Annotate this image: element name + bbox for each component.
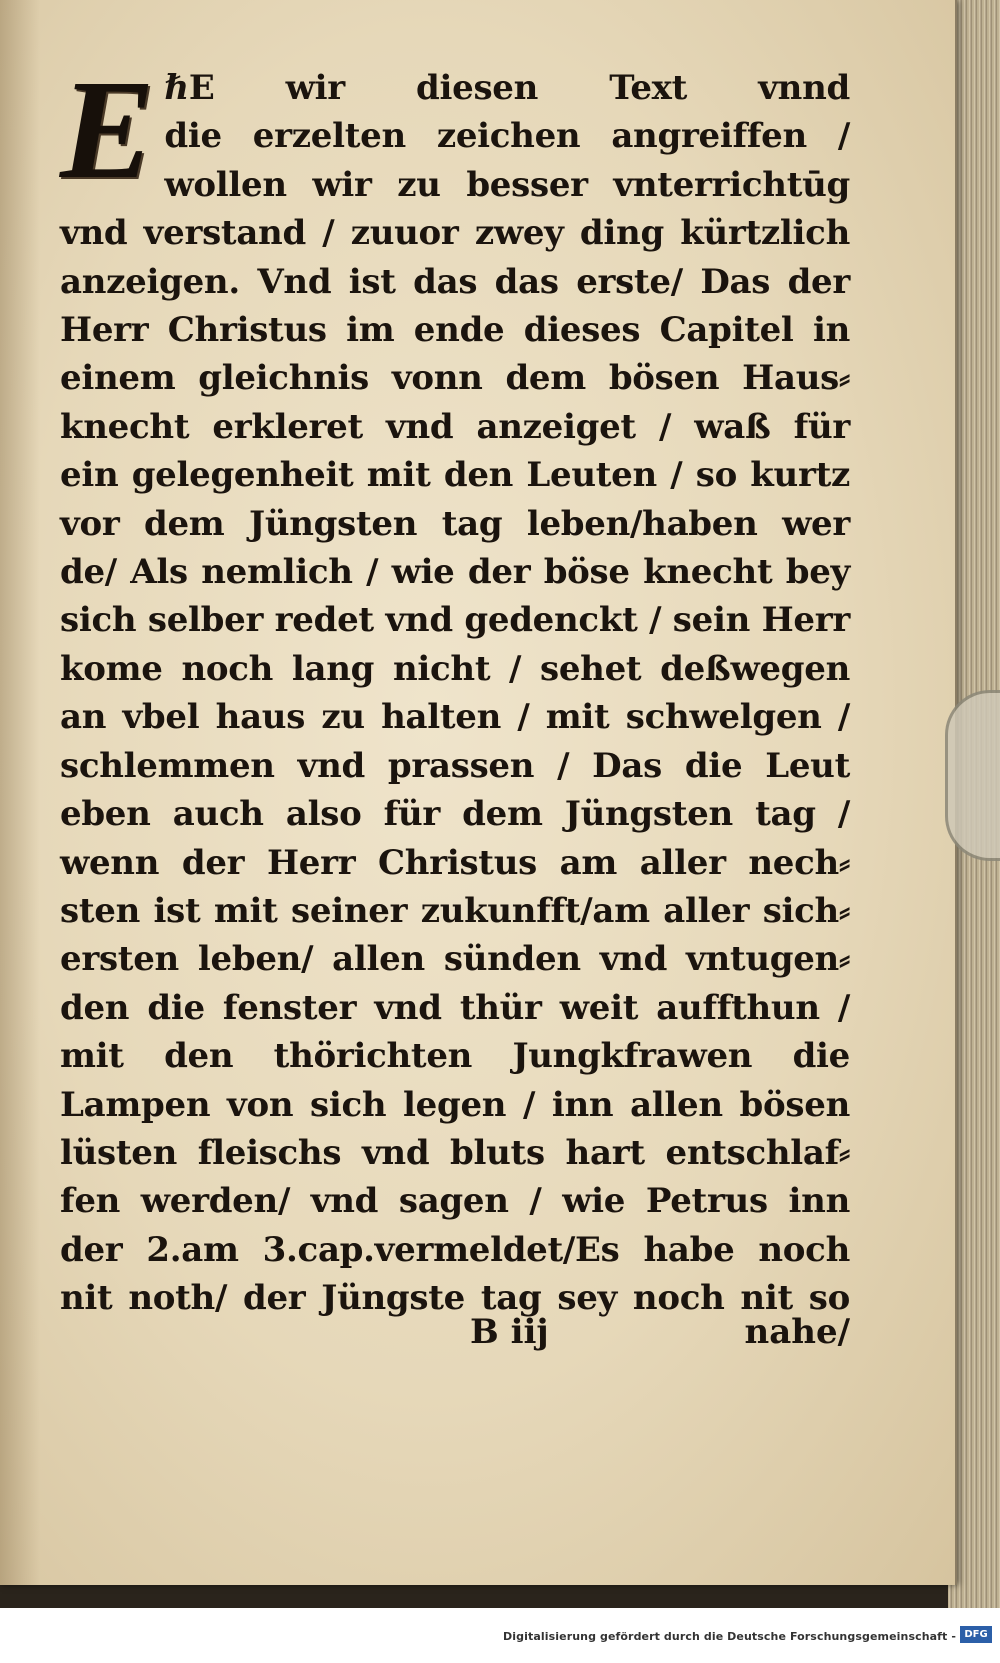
dfg-logo: DFG (960, 1626, 992, 1643)
text-line: an vbel haus zu halten / mit schwelgen / (60, 697, 850, 738)
text-line: kome noch lang nicht / sehet deßwegen (60, 648, 850, 689)
page-text (60, 50, 850, 1323)
text-line: Lampen von sich legen / inn allen bösen (60, 1084, 850, 1125)
page-clip (945, 690, 1000, 861)
signature-mark: B iij (470, 1312, 549, 1352)
text-line: anzeigen. Vnd ist das das erste/ Das der (60, 261, 850, 302)
text-line: nit noth/ der Jüngste tag sey noch nit so (60, 1278, 850, 1319)
text-line: fen werden/ vnd sagen / wie Petrus inn (60, 1181, 850, 1222)
text-line: die erzelten zeichen angreiffen / (164, 116, 850, 157)
text-line: wenn der Herr Christus am aller nech⸗ (60, 842, 850, 883)
signature-line (470, 1312, 850, 1368)
text-line: eben auch also für dem Jüngsten tag / (60, 794, 850, 835)
text-line: knecht erkleret vnd anzeiget / waß für (60, 406, 850, 447)
text-line: wollen wir zu besser vnterrichtūg (164, 164, 850, 205)
text-line: einem gleichnis vonn dem bösen Haus⸗ (60, 358, 850, 399)
text-line: sten ist mit seiner zukunfft/am aller sich⸗ (60, 890, 850, 931)
text-line: Herr Christus im ende dieses Capitel in (60, 310, 850, 351)
text-line: de/ Als nemlich / wie der böse knecht bey (60, 552, 850, 593)
text-line: vnd verstand / zuuor zwey ding kürtzlich (60, 213, 850, 254)
text-line: sich selber redet vnd gedenckt / sein Herr (60, 600, 850, 641)
funding-credit: Digitalisierung gefördert durch die Deutsche Forschungsgemeinschaft - (503, 1630, 956, 1643)
text-line: vor dem Jüngsten tag leben/haben wer (60, 503, 850, 544)
text-line: ein gelegenheit mit den Leuten / so kurtz (60, 455, 850, 496)
decorated-initial: E (60, 50, 155, 208)
catchword: nahe/ (744, 1312, 850, 1352)
text-line: mit den thörichten Jungkfrawen die (60, 1036, 850, 1077)
text-line: ersten leben/ allen sünden vnd vntugen⸗ (60, 939, 850, 980)
text-line: schlemmen vnd prassen / Das die Leut (60, 745, 850, 786)
text-line: den die fenster vnd thür weit auffthun / (60, 987, 850, 1028)
text-line: der 2.am 3.cap.vermeldet/Es habe noch (60, 1229, 850, 1270)
text-line: ℏE wir diesen Text vnnd (164, 68, 850, 108)
text-line: lüsten fleischs vnd bluts hart entschlaf⸗ (60, 1132, 850, 1173)
